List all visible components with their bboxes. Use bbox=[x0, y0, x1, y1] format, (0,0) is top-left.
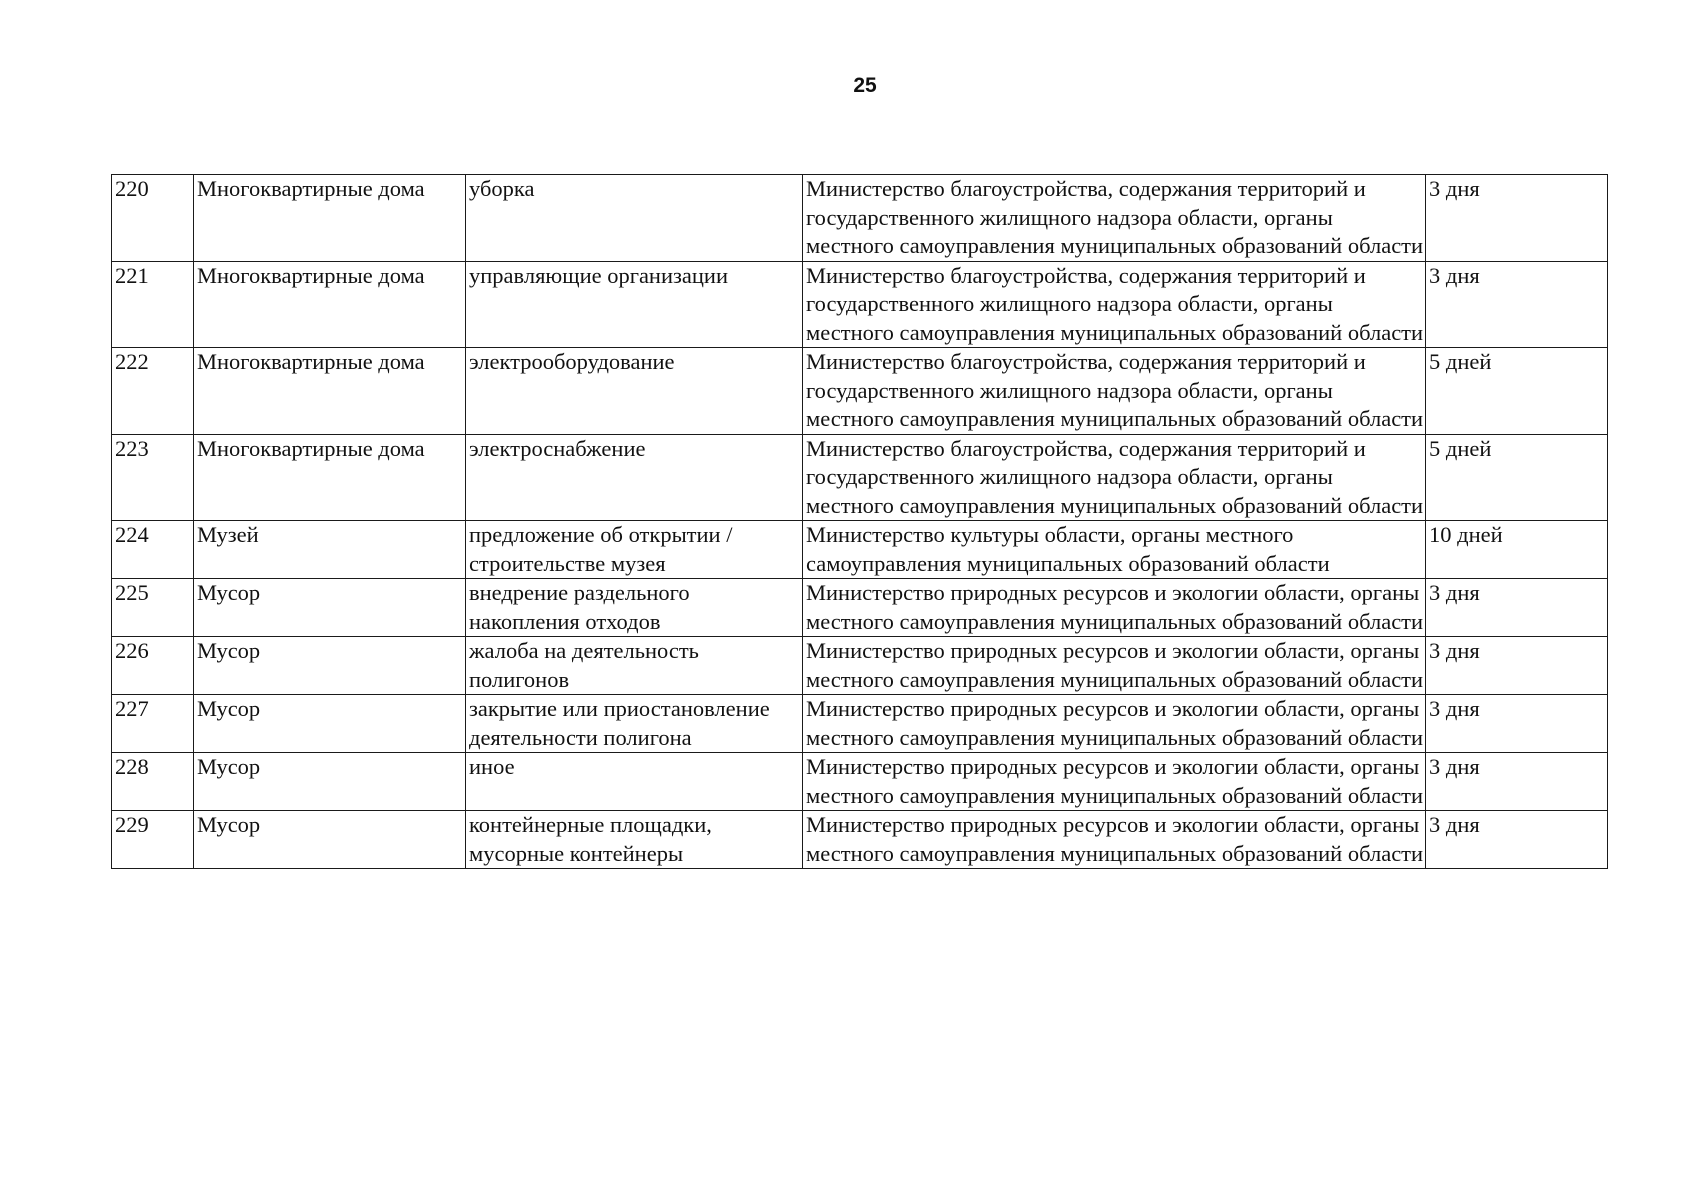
table-row bbox=[112, 261, 1608, 348]
table-row bbox=[112, 434, 1608, 521]
subject-cell: внедрение раздельного накопления отходов bbox=[466, 579, 803, 637]
subject-cell: управляющие организации bbox=[466, 261, 803, 348]
subject-cell: контейнерные площадки, мусорные контейнеры bbox=[466, 811, 803, 869]
organization-cell: Министерство благоустройства, содержания территорий и государственного жилищного надзора области, органы местного самоуправления муниципальных образований области bbox=[803, 348, 1426, 435]
table-row bbox=[112, 637, 1608, 695]
subject-cell: предложение об открытии / строительстве музея bbox=[466, 521, 803, 579]
row-number-cell: 229 bbox=[112, 811, 194, 869]
subject-cell: уборка bbox=[466, 175, 803, 262]
category-cell: Многоквартирные дома bbox=[194, 175, 466, 262]
organization-cell: Министерство природных ресурсов и экологии области, органы местного самоуправления муниципальных образований области bbox=[803, 579, 1426, 637]
subject-cell: электрооборудование bbox=[466, 348, 803, 435]
row-number-cell: 223 bbox=[112, 434, 194, 521]
category-cell: Мусор bbox=[194, 811, 466, 869]
subject-cell: жалоба на деятельность полигонов bbox=[466, 637, 803, 695]
term-cell: 3 дня bbox=[1426, 811, 1608, 869]
row-number-cell: 224 bbox=[112, 521, 194, 579]
document-table bbox=[111, 174, 1608, 869]
page-number: 25 bbox=[853, 74, 877, 97]
category-cell: Мусор bbox=[194, 579, 466, 637]
table-row bbox=[112, 579, 1608, 637]
category-cell: Мусор bbox=[194, 753, 466, 811]
table-row bbox=[112, 811, 1608, 869]
row-number-cell: 227 bbox=[112, 695, 194, 753]
term-cell: 3 дня bbox=[1426, 695, 1608, 753]
organization-cell: Министерство природных ресурсов и экологии области, органы местного самоуправления муниципальных образований области bbox=[803, 637, 1426, 695]
category-cell: Музей bbox=[194, 521, 466, 579]
row-number-cell: 222 bbox=[112, 348, 194, 435]
organization-cell: Министерство благоустройства, содержания территорий и государственного жилищного надзора области, органы местного самоуправления муниципальных образований области bbox=[803, 261, 1426, 348]
organization-cell: Министерство природных ресурсов и экологии области, органы местного самоуправления муниципальных образований области bbox=[803, 811, 1426, 869]
term-cell: 5 дней bbox=[1426, 434, 1608, 521]
table-row bbox=[112, 348, 1608, 435]
organization-cell: Министерство благоустройства, содержания территорий и государственного жилищного надзора области, органы местного самоуправления муниципальных образований области bbox=[803, 175, 1426, 262]
term-cell: 3 дня bbox=[1426, 175, 1608, 262]
organization-cell: Министерство культуры области, органы местного самоуправления муниципальных образований области bbox=[803, 521, 1426, 579]
subject-cell: электроснабжение bbox=[466, 434, 803, 521]
category-cell: Мусор bbox=[194, 695, 466, 753]
table-row bbox=[112, 521, 1608, 579]
row-number-cell: 226 bbox=[112, 637, 194, 695]
category-cell: Мусор bbox=[194, 637, 466, 695]
subject-cell: иное bbox=[466, 753, 803, 811]
term-cell: 5 дней bbox=[1426, 348, 1608, 435]
term-cell: 3 дня bbox=[1426, 579, 1608, 637]
table-row bbox=[112, 753, 1608, 811]
term-cell: 3 дня bbox=[1426, 261, 1608, 348]
row-number-cell: 225 bbox=[112, 579, 194, 637]
subject-cell: закрытие или приостановление деятельности полигона bbox=[466, 695, 803, 753]
term-cell: 3 дня bbox=[1426, 753, 1608, 811]
organization-cell: Министерство природных ресурсов и экологии области, органы местного самоуправления муниципальных образований области bbox=[803, 753, 1426, 811]
term-cell: 3 дня bbox=[1426, 637, 1608, 695]
term-cell: 10 дней bbox=[1426, 521, 1608, 579]
row-number-cell: 228 bbox=[112, 753, 194, 811]
organization-cell: Министерство природных ресурсов и экологии области, органы местного самоуправления муниципальных образований области bbox=[803, 695, 1426, 753]
table-body bbox=[112, 175, 1608, 869]
row-number-cell: 220 bbox=[112, 175, 194, 262]
organization-cell: Министерство благоустройства, содержания территорий и государственного жилищного надзора области, органы местного самоуправления муниципальных образований области bbox=[803, 434, 1426, 521]
table-row bbox=[112, 175, 1608, 262]
category-cell: Многоквартирные дома bbox=[194, 348, 466, 435]
category-cell: Многоквартирные дома bbox=[194, 261, 466, 348]
category-cell: Многоквартирные дома bbox=[194, 434, 466, 521]
row-number-cell: 221 bbox=[112, 261, 194, 348]
table-row bbox=[112, 695, 1608, 753]
